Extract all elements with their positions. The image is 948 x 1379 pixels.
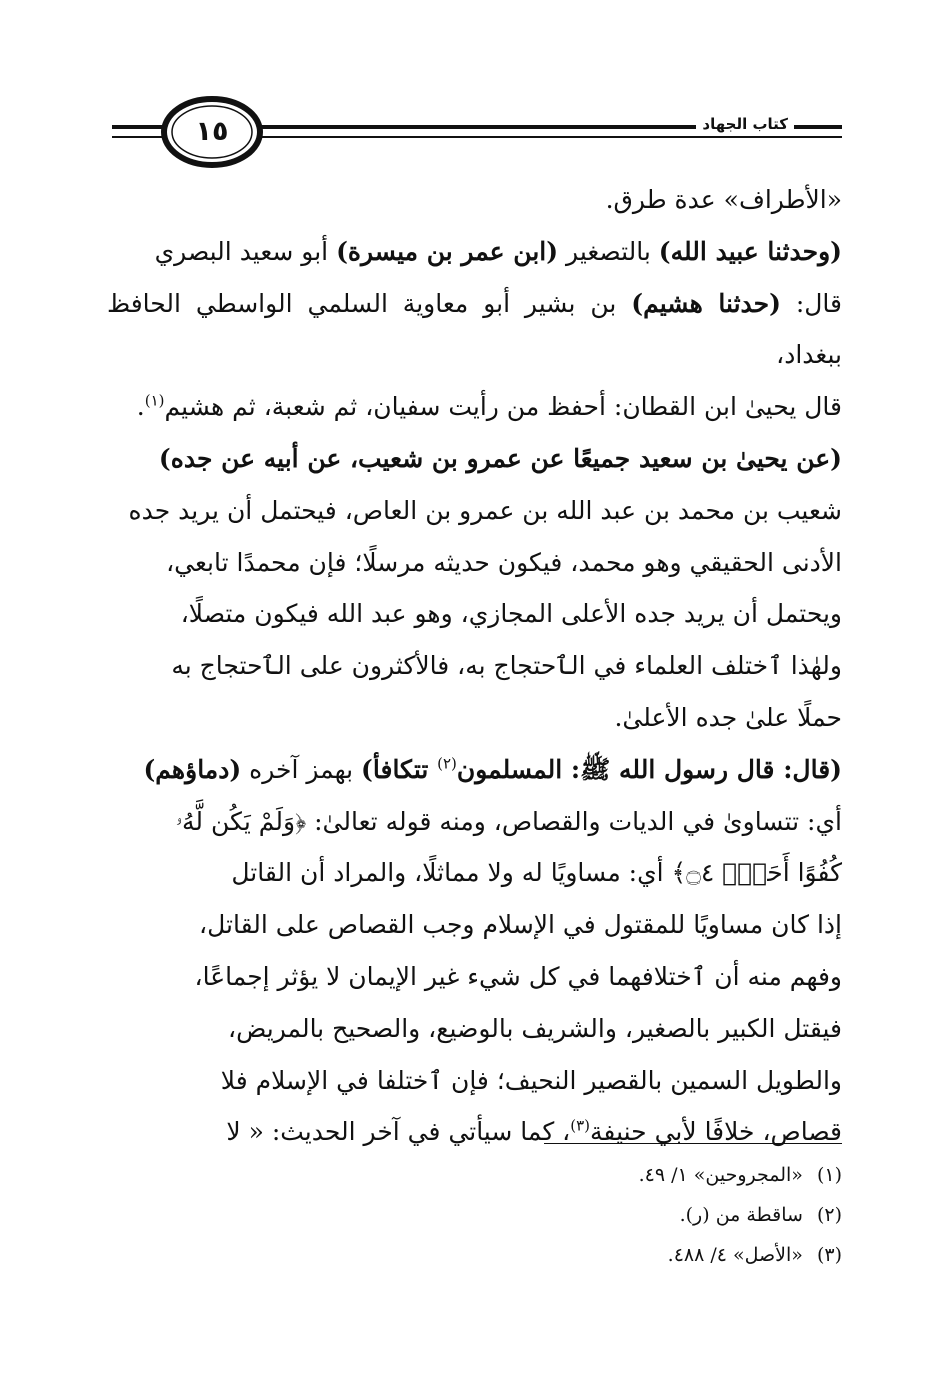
- text-run: (قال: قال رسول الله ﷺ: المسلمون: [456, 754, 842, 784]
- footnote-number: (٣): [816, 1244, 842, 1266]
- text-run: ولهٰذا ٱختلف العلماء في الٱحتجاج به، فالأكثرون على الٱحتجاج به: [171, 651, 842, 681]
- body-text: [107, 174, 842, 1158]
- text-run: شعيب بن محمد بن عبد الله بن عمرو بن العاص، فيحتمل أن يريد جده: [128, 495, 842, 525]
- footnote-ref: (٣): [570, 1117, 591, 1136]
- text-run: ويحتمل أن يريد جده الأعلى المجازي، وهو عبد الله فيكون متصلًا،: [180, 599, 842, 629]
- text-run: إذا كان مساويًا للمقتول في الإسلام وجب القصاص على القاتل،: [199, 910, 842, 940]
- text-line: [107, 226, 842, 278]
- text-run: .: [136, 392, 145, 422]
- running-title: كتاب الجهاد: [696, 114, 794, 134]
- page-number: ١٥: [195, 116, 229, 147]
- text-line: [107, 485, 842, 537]
- footnote-text: «الأصل» ٤/ ٤٨٨.: [667, 1244, 803, 1266]
- text-run: ، كما سيأتي في آخر الحديث: « لا: [226, 1117, 571, 1147]
- text-run: (دماؤهم): [143, 754, 242, 784]
- text-run: بن بشير أبو معاوية السلمي الواسطي الحافظ ببغداد،: [107, 288, 842, 370]
- footnote-1: [107, 1155, 842, 1195]
- text-line: [107, 588, 842, 640]
- quran-quote: كُفُوًا أَحَدٌۢ ۝٤﴾: [671, 858, 842, 888]
- text-line: [107, 847, 842, 899]
- paragraph: [107, 744, 842, 1158]
- text-run: وفهم منه أن ٱختلافهما في كل شيء غير الإيمان لا يؤثر إجماعًا،: [194, 961, 842, 991]
- text-run: قصاص، خلافًا لأبي حنيفة: [590, 1117, 842, 1147]
- paragraph: [107, 226, 842, 433]
- text-run: (وحدثنا عبيد الله): [658, 236, 842, 266]
- footnote-text: «المجروحين» ١/ ٤٩.: [638, 1164, 803, 1186]
- text-run: بالتصغير: [558, 236, 659, 266]
- text-run: قال يحيىٰ ابن القطان: أحفظ من رأيت سفيان، ثم شعبة، ثم هشيم: [164, 392, 842, 422]
- text-line: [107, 1055, 842, 1107]
- text-line: [107, 744, 842, 796]
- text-run: تتكافأ): [361, 754, 438, 784]
- text-line: [107, 951, 842, 1003]
- text-line: [107, 1003, 842, 1055]
- text-run: (حدثنا هشيم): [631, 288, 781, 318]
- footnote-number: (٢): [816, 1204, 842, 1226]
- footnote-text: ساقطة من (ر).: [679, 1204, 803, 1226]
- text-line: [107, 640, 842, 692]
- text-line: [107, 278, 842, 382]
- page-header: [112, 92, 842, 172]
- footnote-divider: [544, 1143, 842, 1144]
- footnote-3: [107, 1235, 842, 1275]
- text-run: «الأطراف» عدة طرق.: [605, 185, 842, 214]
- quran-quote: ﴿وَلَمْ يَكُن لَّهُۥ: [175, 806, 307, 836]
- text-run: (ابن عمر بن ميسرة): [336, 236, 559, 266]
- text-run: الأدنى الحقيقي وهو محمد، فيكون حديثه مرسلًا؛ فإن محمدًا تابعي،: [166, 547, 842, 577]
- text-run: قال:: [780, 288, 842, 318]
- text-run: حملًا علىٰ جده الأعلىٰ.: [614, 702, 842, 732]
- text-run: أي: مساويًا له ولا مماثلًا، والمراد أن القاتل: [231, 858, 672, 888]
- footnotes: [107, 1155, 842, 1275]
- text-line: [107, 174, 842, 226]
- text-line: [107, 1106, 842, 1158]
- text-line: [107, 381, 842, 433]
- text-line: [107, 692, 842, 744]
- text-run: أي: تتساوىٰ في الديات والقصاص، ومنه قوله تعالىٰ:: [306, 806, 842, 836]
- paragraph: [107, 433, 842, 744]
- text-run: والطويل السمين بالقصير النحيف؛ فإن ٱختلفا في الإسلام فلا: [220, 1065, 842, 1095]
- text-run: (عن يحيىٰ بن سعيد جميعًا عن عمرو بن شعيب، عن أبيه عن جده): [158, 443, 842, 473]
- text-line: [107, 537, 842, 589]
- footnote-ref: (١): [144, 391, 165, 410]
- text-run: أبو سعيد البصري: [154, 236, 337, 266]
- text-line: [107, 433, 842, 485]
- footnote-number: (١): [816, 1164, 842, 1186]
- text-run: فيقتل الكبير بالصغير، والشريف بالوضيع، والصحيح بالمريض،: [228, 1013, 842, 1043]
- text-line: [107, 899, 842, 951]
- text-run: بهمز آخره: [241, 754, 362, 784]
- footnote-2: [107, 1195, 842, 1235]
- paragraph: [107, 174, 842, 226]
- footnote-ref: (٢): [437, 754, 457, 773]
- text-line: [107, 796, 842, 848]
